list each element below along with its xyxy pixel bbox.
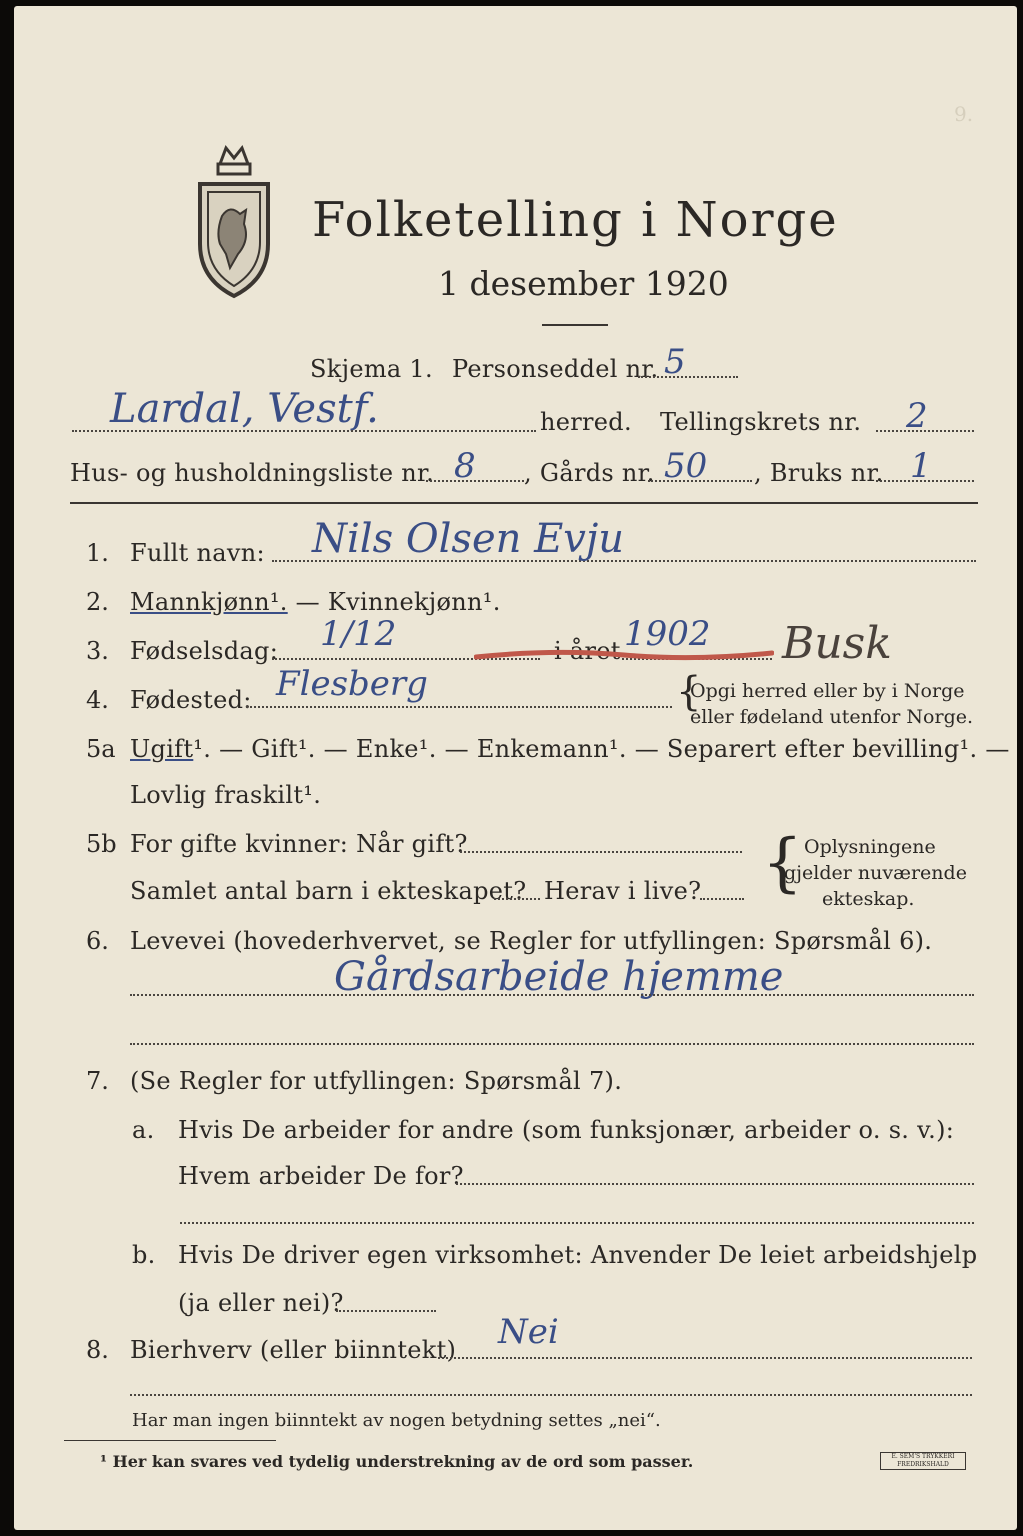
bleed-through: 9.	[954, 102, 974, 126]
red-pencil-mark	[474, 646, 774, 654]
q5b-alive-label: Herav i live?	[544, 877, 702, 905]
q5b-label: For gifte kvinner: Når gift?	[130, 830, 468, 858]
header-rule	[70, 502, 978, 504]
q1-label: Fullt navn:	[130, 539, 265, 567]
q5b-brace: {	[762, 826, 803, 900]
q5a-rest: ¹. — Gift¹. — Enke¹. — Enkemann¹. — Separert efter bevilling¹. —	[193, 735, 1010, 763]
coat-of-arms-icon	[190, 144, 278, 308]
q7b-question: (ja eller nei)?	[178, 1289, 344, 1317]
title-divider	[542, 324, 608, 326]
q6-number: 6.	[86, 927, 109, 955]
hus-label: Hus- og husholdningsliste nr.	[70, 459, 435, 487]
q7b-label: Hvis De driver egen virksomhet: Anvender De leiet arbeidshjelp	[178, 1241, 978, 1269]
q5a-options	[130, 735, 1010, 763]
q3-year-label: i året	[554, 637, 621, 665]
q6-label: Levevei (hovederhvervet, se Regler for utfyllingen: Spørsmål 6).	[130, 927, 933, 955]
footer-note: Har man ingen biinntekt av nogen betydning settes „nei“.	[132, 1410, 661, 1431]
q3-year-value: 1902	[624, 614, 711, 654]
footnote: ¹ Her kan svares ved tydelig understrekning av de ord som passer.	[100, 1452, 694, 1471]
q2-female: Kvinnekjønn¹.	[327, 588, 501, 616]
q3-label: Fødselsdag:	[130, 637, 279, 665]
q5b-note-3: ekteskap.	[822, 888, 915, 910]
q7a-label: Hvis De arbeider for andre (som funksjonær, arbeider o. s. v.):	[178, 1116, 955, 1144]
census-form	[14, 6, 1017, 1530]
q1-value: Nils Olsen Evju	[312, 516, 625, 562]
personseddel-label: Personseddel nr.	[452, 355, 659, 383]
q5b-number: 5b	[86, 830, 117, 858]
q8-number: 8.	[86, 1336, 109, 1364]
q7a-number: a.	[132, 1116, 155, 1144]
q5b-children-label: Samlet antal barn i ekteskapet?	[130, 877, 527, 905]
bruks-value: 1	[910, 446, 932, 486]
q7-label: (Se Regler for utfyllingen: Spørsmål 7).	[130, 1067, 623, 1095]
q1-number: 1.	[86, 539, 109, 567]
q3-number: 3.	[86, 637, 109, 665]
q5a-ugift: Ugift	[130, 735, 194, 763]
q5b-note-1: Oplysningene	[804, 836, 936, 858]
q5a-line2: Lovlig fraskilt¹.	[130, 781, 322, 809]
herred-value: Lardal, Vestf.	[110, 386, 379, 432]
hus-value: 8	[454, 446, 476, 486]
bruks-label: , Bruks nr.	[754, 459, 884, 487]
tellingskrets-label: Tellingskrets nr.	[660, 408, 862, 436]
q4-hint-2: eller fødeland utenfor Norge.	[690, 706, 974, 728]
q4-hint-1: Opgi herred eller by i Norge	[690, 680, 965, 702]
q2-options	[130, 588, 501, 616]
q8-label: Bierhverv (eller biinntekt)	[130, 1336, 457, 1364]
q3-value: 1/12	[320, 614, 397, 654]
printer-stamp: E. SEM'S TRYKKERI FREDRIKSHALD	[880, 1452, 966, 1470]
q5b-note-2: gjelder nuværende	[784, 862, 967, 884]
q8-value: Nei	[498, 1312, 559, 1352]
tellingskrets-value: 2	[906, 396, 928, 436]
q7a-question: Hvem arbeider De for?	[178, 1162, 464, 1190]
q4-value: Flesberg	[276, 664, 428, 704]
q6-value: Gårdsarbeide hjemme	[334, 954, 784, 1000]
q2-separator: —	[287, 588, 328, 616]
q3-pencil-note: Busk	[782, 618, 892, 669]
q2-male: Mannkjønn¹.	[130, 588, 288, 616]
gards-label: , Gårds nr.	[524, 459, 655, 487]
schema-label: Skjema 1.	[310, 355, 433, 383]
q4-brace: {	[676, 669, 702, 715]
form-date: 1 desember 1920	[438, 264, 729, 303]
gards-value: 50	[664, 446, 708, 486]
q7-number: 7.	[86, 1067, 109, 1095]
q7b-number: b.	[132, 1241, 156, 1269]
herred-label: herred.	[540, 408, 632, 436]
form-title: Folketelling i Norge	[312, 192, 839, 248]
q4-number: 4.	[86, 686, 109, 714]
personseddel-value: 5	[664, 342, 686, 382]
q5a-number: 5a	[86, 735, 116, 763]
q4-label: Fødested:	[130, 686, 252, 714]
q2-number: 2.	[86, 588, 109, 616]
